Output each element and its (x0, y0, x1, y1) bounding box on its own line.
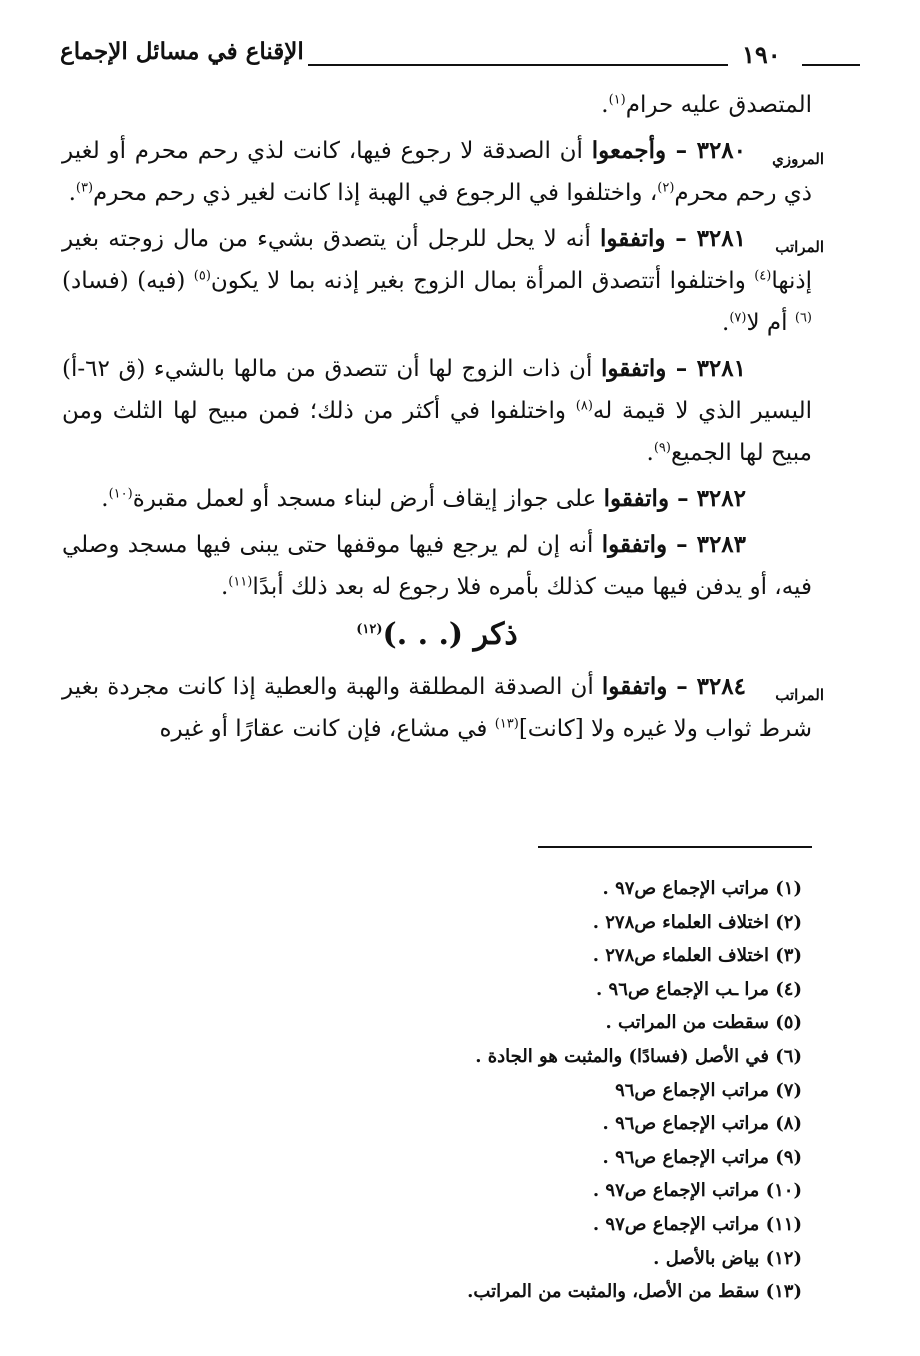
footnote-ref[interactable]: (٨) (575, 398, 593, 414)
paragraph-text: أم لا (746, 310, 795, 336)
paragraph-text: المتصدق عليه حرام (625, 92, 812, 118)
footnote: (٦) في الأصل (فسادًا) والمثبت هو الجادة . (475, 1045, 802, 1067)
footnote-ref[interactable]: (٢) (657, 180, 675, 196)
footnote: (٨) مراتب الإجماع ص٩٦ . (602, 1113, 802, 1135)
footnote-ref[interactable]: (٣) (75, 180, 94, 196)
paragraph-text: واختلفوا في أكثر من ذلك؛ فمن مبيح لها الثلث ومن مبيح لها الجميع (62, 398, 812, 466)
footnote-ref[interactable]: (٤) (754, 268, 772, 284)
paragraph-text: على جواز إيقاف أرض لبناء مسجد أو لعمل مقبرة (132, 486, 604, 512)
paragraph-text: . (601, 92, 609, 118)
section-heading-text: ذكر (. . .) (382, 617, 518, 652)
footnote: (٧) مراتب الإجماع ص٩٦ (615, 1079, 802, 1101)
entry-verb: وأجمعوا (591, 137, 667, 164)
footnote: (١١) مراتب الإجماع ص٩٧ . (592, 1213, 802, 1235)
paragraph-text: (فيه) (فساد) (62, 268, 194, 294)
entry-number: ٣٢٨١ (696, 355, 746, 382)
paragraph-text: أن الصدقة المطلقة والهبة والعطية إذا كانت مجردة بغير شرط ثواب ولا غيره ولا [كانت] (62, 674, 812, 742)
footnotes (162, 872, 802, 1309)
footnote-separator (538, 846, 812, 848)
paragraph-text: أنه إن لم يرجع فيها موقفها حتى يبنى فيها مسجد وصلي فيه، أو يدفن فيها ميت كذلك بأمره فلا رجوع له بعد ذلك أبدًا (62, 532, 812, 600)
footnote-ref[interactable]: (١١) (228, 574, 253, 590)
margin-source-label: المراتب (775, 686, 824, 704)
paragraph-text: . (68, 180, 76, 206)
footnote-ref[interactable]: (١) (608, 92, 626, 108)
footnote: (١) مراتب الإجماع ص٩٧ . (602, 878, 802, 899)
entry-3283 (62, 524, 812, 608)
footnote: (٤) مرا ـب الإجماع ص٩٦ . (596, 978, 802, 1000)
footnote: (٣) اختلاف العلماء ص٢٧٨ . (592, 945, 802, 967)
page-number: ١٩٠ (742, 40, 781, 69)
entry-3281b (62, 348, 812, 474)
entry-verb: واتفقوا (601, 531, 668, 558)
section-heading (62, 612, 812, 658)
margin-source-label: المراتب (775, 238, 824, 256)
footnote: (١٣) سقط من الأصل، والمثبت من المراتب. (467, 1281, 802, 1303)
entry-verb: واتفقوا (600, 225, 666, 252)
entry-3281a (62, 218, 824, 344)
entry-number: ٣٢٨٣ (696, 531, 747, 558)
running-header (60, 38, 812, 86)
margin-source-label: المروزي (772, 150, 824, 168)
paragraph-text: . (722, 310, 730, 336)
entry-dash: – (669, 485, 697, 512)
entry-3282 (62, 478, 812, 520)
footnote-ref[interactable]: (٦) (794, 310, 812, 326)
footnote: (٢) اختلاف العلماء ص٢٧٨ . (592, 911, 802, 933)
footnote-ref[interactable]: (٧) (729, 310, 747, 326)
entry-verb: واتفقوا (603, 485, 670, 512)
entry-verb: واتفقوا (600, 355, 667, 382)
footnote-ref[interactable]: (٩) (653, 440, 671, 456)
paragraph-continuation (62, 84, 812, 126)
footnote-ref[interactable]: (٥) (193, 268, 211, 284)
paragraph-text: في مشاع، فإن كانت عقارًا أو غيره (159, 716, 495, 742)
entry-number: ٣٢٨٢ (696, 485, 746, 512)
paragraph-text: . (220, 574, 229, 600)
paragraph-text: أن الصدقة لا رجوع فيها، كانت لذي رحم محرم أو لغير ذي رحم محرم (62, 138, 812, 206)
entry-3284 (62, 666, 824, 750)
paragraph-text: ، واختلفوا في الرجوع في الهبة إذا كانت لغير ذي رحم محرم (93, 180, 658, 206)
entry-dash: – (666, 137, 697, 164)
book-title: الإقناع في مسائل الإجماع (60, 38, 304, 65)
paragraph-text: . (101, 486, 109, 512)
footnote-ref[interactable]: (١٠) (108, 486, 133, 502)
entry-dash: – (666, 355, 697, 382)
header-rule (308, 64, 728, 66)
footnote: (٥) سقطت من المراتب . (605, 1012, 802, 1034)
footnote-ref[interactable]: (١٢) (356, 622, 383, 637)
body-text (62, 84, 824, 754)
footnote: (٩) مراتب الإجماع ص٩٦ . (602, 1146, 802, 1168)
paragraph-text: . (646, 440, 654, 466)
entry-dash: – (667, 673, 697, 700)
entry-number: ٣٢٨٠ (696, 137, 747, 164)
entry-3280 (62, 130, 824, 214)
entry-dash: – (665, 225, 697, 252)
footnote-ref[interactable]: (١٣) (494, 716, 519, 732)
paragraph-text: واختلفوا أتتصدق المرأة بمال الزوج بغير إذنه بما لا يكون (210, 268, 755, 294)
entry-verb: واتفقوا (601, 673, 668, 700)
entry-number: ٣٢٨١ (696, 225, 746, 252)
entry-dash: – (667, 531, 697, 558)
footnote: (١٢) بياض بالأصل . (653, 1247, 802, 1269)
footnote: (١٠) مراتب الإجماع ص٩٧ . (592, 1180, 802, 1202)
paragraph-text: أن ذات الزوج لها أن تتصدق من مالها بالشيء (ق ٦٢-أ) اليسير الذي لا قيمة له (62, 356, 812, 424)
paragraph-text: أنه لا يحل للرجل أن يتصدق بشيء من مال زوجته بغير إذنها (62, 226, 813, 294)
entry-number: ٣٢٨٤ (696, 673, 746, 700)
header-rule (802, 64, 860, 66)
